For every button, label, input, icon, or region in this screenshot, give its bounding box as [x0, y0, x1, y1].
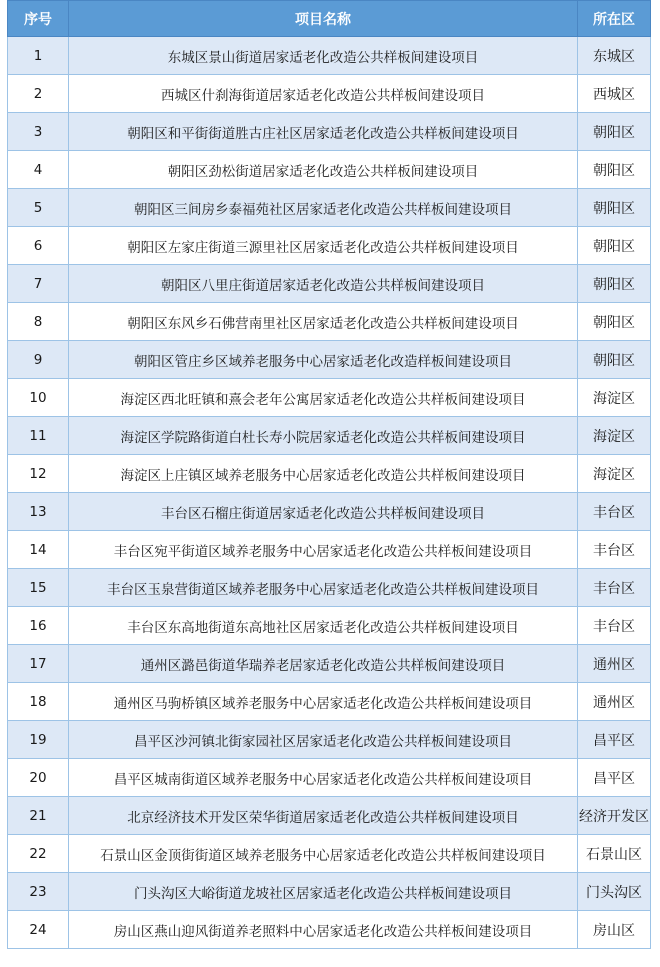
row-project-name-cell: 朝阳区和平街街道胜古庄社区居家适老化改造公共样板间建设项目 [69, 113, 578, 151]
table-row [8, 797, 651, 835]
row-index-cell: 24 [8, 911, 69, 949]
table-row [8, 265, 651, 303]
row-project-name-cell: 昌平区沙河镇北街家园社区居家适老化改造公共样板间建设项目 [69, 721, 578, 759]
row-index-cell: 9 [8, 341, 69, 379]
row-district-cell: 海淀区 [578, 455, 651, 493]
row-project-name-cell: 石景山区金顶街街道区域养老服务中心居家适老化改造公共样板间建设项目 [69, 835, 578, 873]
row-index-cell: 4 [8, 151, 69, 189]
row-district-cell: 海淀区 [578, 379, 651, 417]
table-row [8, 759, 651, 797]
table-row [8, 227, 651, 265]
table-row [8, 645, 651, 683]
row-district-cell: 经济开发区 [578, 797, 651, 835]
row-index-cell: 16 [8, 607, 69, 645]
row-district-cell: 海淀区 [578, 417, 651, 455]
header-row [8, 1, 651, 37]
row-district-cell: 朝阳区 [578, 151, 651, 189]
row-index-cell: 13 [8, 493, 69, 531]
table-row [8, 379, 651, 417]
row-index-cell: 23 [8, 873, 69, 911]
row-project-name-cell: 丰台区东高地街道东高地社区居家适老化改造公共样板间建设项目 [69, 607, 578, 645]
table-row [8, 569, 651, 607]
row-project-name-cell: 房山区燕山迎风街道养老照料中心居家适老化改造公共样板间建设项目 [69, 911, 578, 949]
row-project-name-cell: 昌平区城南街道区域养老服务中心居家适老化改造公共样板间建设项目 [69, 759, 578, 797]
row-project-name-cell: 门头沟区大峪街道龙坡社区居家适老化改造公共样板间建设项目 [69, 873, 578, 911]
row-project-name-cell: 海淀区西北旺镇和熹会老年公寓居家适老化改造公共样板间建设项目 [69, 379, 578, 417]
row-index-cell: 2 [8, 75, 69, 113]
row-project-name-cell: 朝阳区劲松街道居家适老化改造公共样板间建设项目 [69, 151, 578, 189]
row-project-name-cell: 朝阳区左家庄街道三源里社区居家适老化改造公共样板间建设项目 [69, 227, 578, 265]
row-index-cell: 17 [8, 645, 69, 683]
row-index-cell: 8 [8, 303, 69, 341]
row-district-cell: 东城区 [578, 37, 651, 75]
table-row [8, 113, 651, 151]
row-district-cell: 通州区 [578, 645, 651, 683]
table-row [8, 189, 651, 227]
row-project-name-cell: 朝阳区东风乡石佛营南里社区居家适老化改造公共样板间建设项目 [69, 303, 578, 341]
table-row [8, 911, 651, 949]
row-project-name-cell: 通州区潞邑街道华瑞养老居家适老化改造公共样板间建设项目 [69, 645, 578, 683]
row-district-cell: 石景山区 [578, 835, 651, 873]
row-district-cell: 朝阳区 [578, 189, 651, 227]
row-index-cell: 5 [8, 189, 69, 227]
row-project-name-cell: 海淀区上庄镇区域养老服务中心居家适老化改造公共样板间建设项目 [69, 455, 578, 493]
row-district-cell: 西城区 [578, 75, 651, 113]
row-district-cell: 朝阳区 [578, 341, 651, 379]
table-row [8, 683, 651, 721]
row-index-cell: 7 [8, 265, 69, 303]
row-district-cell: 房山区 [578, 911, 651, 949]
table-row [8, 721, 651, 759]
table-row [8, 873, 651, 911]
table-row [8, 607, 651, 645]
table-row [8, 835, 651, 873]
row-index-cell: 11 [8, 417, 69, 455]
row-district-cell: 昌平区 [578, 759, 651, 797]
table-row [8, 341, 651, 379]
row-project-name-cell: 海淀区学院路街道白杜长寿小院居家适老化改造公共样板间建设项目 [69, 417, 578, 455]
table-row [8, 493, 651, 531]
header-index: 序号 [8, 1, 69, 37]
table-row [8, 531, 651, 569]
header-district: 所在区 [578, 1, 651, 37]
table-row [8, 303, 651, 341]
row-district-cell: 朝阳区 [578, 113, 651, 151]
row-index-cell: 22 [8, 835, 69, 873]
row-district-cell: 朝阳区 [578, 227, 651, 265]
row-index-cell: 21 [8, 797, 69, 835]
table-row [8, 417, 651, 455]
header-project-name: 项目名称 [69, 1, 578, 37]
row-index-cell: 14 [8, 531, 69, 569]
row-project-name-cell: 丰台区玉泉营街道区域养老服务中心居家适老化改造公共样板间建设项目 [69, 569, 578, 607]
row-project-name-cell: 朝阳区管庄乡区域养老服务中心居家适老化改造样板间建设项目 [69, 341, 578, 379]
row-project-name-cell: 西城区什刹海街道居家适老化改造公共样板间建设项目 [69, 75, 578, 113]
row-district-cell: 通州区 [578, 683, 651, 721]
row-index-cell: 15 [8, 569, 69, 607]
row-district-cell: 门头沟区 [578, 873, 651, 911]
table-row [8, 151, 651, 189]
table-row [8, 37, 651, 75]
row-district-cell: 丰台区 [578, 607, 651, 645]
row-project-name-cell: 丰台区石榴庄街道居家适老化改造公共样板间建设项目 [69, 493, 578, 531]
row-district-cell: 朝阳区 [578, 303, 651, 341]
row-district-cell: 朝阳区 [578, 265, 651, 303]
row-project-name-cell: 北京经济技术开发区荣华街道居家适老化改造公共样板间建设项目 [69, 797, 578, 835]
row-district-cell: 丰台区 [578, 569, 651, 607]
row-project-name-cell: 朝阳区八里庄街道居家适老化改造公共样板间建设项目 [69, 265, 578, 303]
row-district-cell: 丰台区 [578, 493, 651, 531]
row-index-cell: 1 [8, 37, 69, 75]
project-table [7, 0, 651, 949]
row-project-name-cell: 通州区马驹桥镇区域养老服务中心居家适老化改造公共样板间建设项目 [69, 683, 578, 721]
row-index-cell: 19 [8, 721, 69, 759]
row-index-cell: 6 [8, 227, 69, 265]
row-index-cell: 3 [8, 113, 69, 151]
row-project-name-cell: 东城区景山街道居家适老化改造公共样板间建设项目 [69, 37, 578, 75]
row-district-cell: 昌平区 [578, 721, 651, 759]
table-body [8, 37, 651, 949]
row-project-name-cell: 朝阳区三间房乡泰福苑社区居家适老化改造公共样板间建设项目 [69, 189, 578, 227]
row-index-cell: 12 [8, 455, 69, 493]
table-header [8, 1, 651, 37]
row-project-name-cell: 丰台区宛平街道区域养老服务中心居家适老化改造公共样板间建设项目 [69, 531, 578, 569]
table-row [8, 455, 651, 493]
row-index-cell: 20 [8, 759, 69, 797]
row-index-cell: 18 [8, 683, 69, 721]
row-district-cell: 丰台区 [578, 531, 651, 569]
row-index-cell: 10 [8, 379, 69, 417]
table-row [8, 75, 651, 113]
